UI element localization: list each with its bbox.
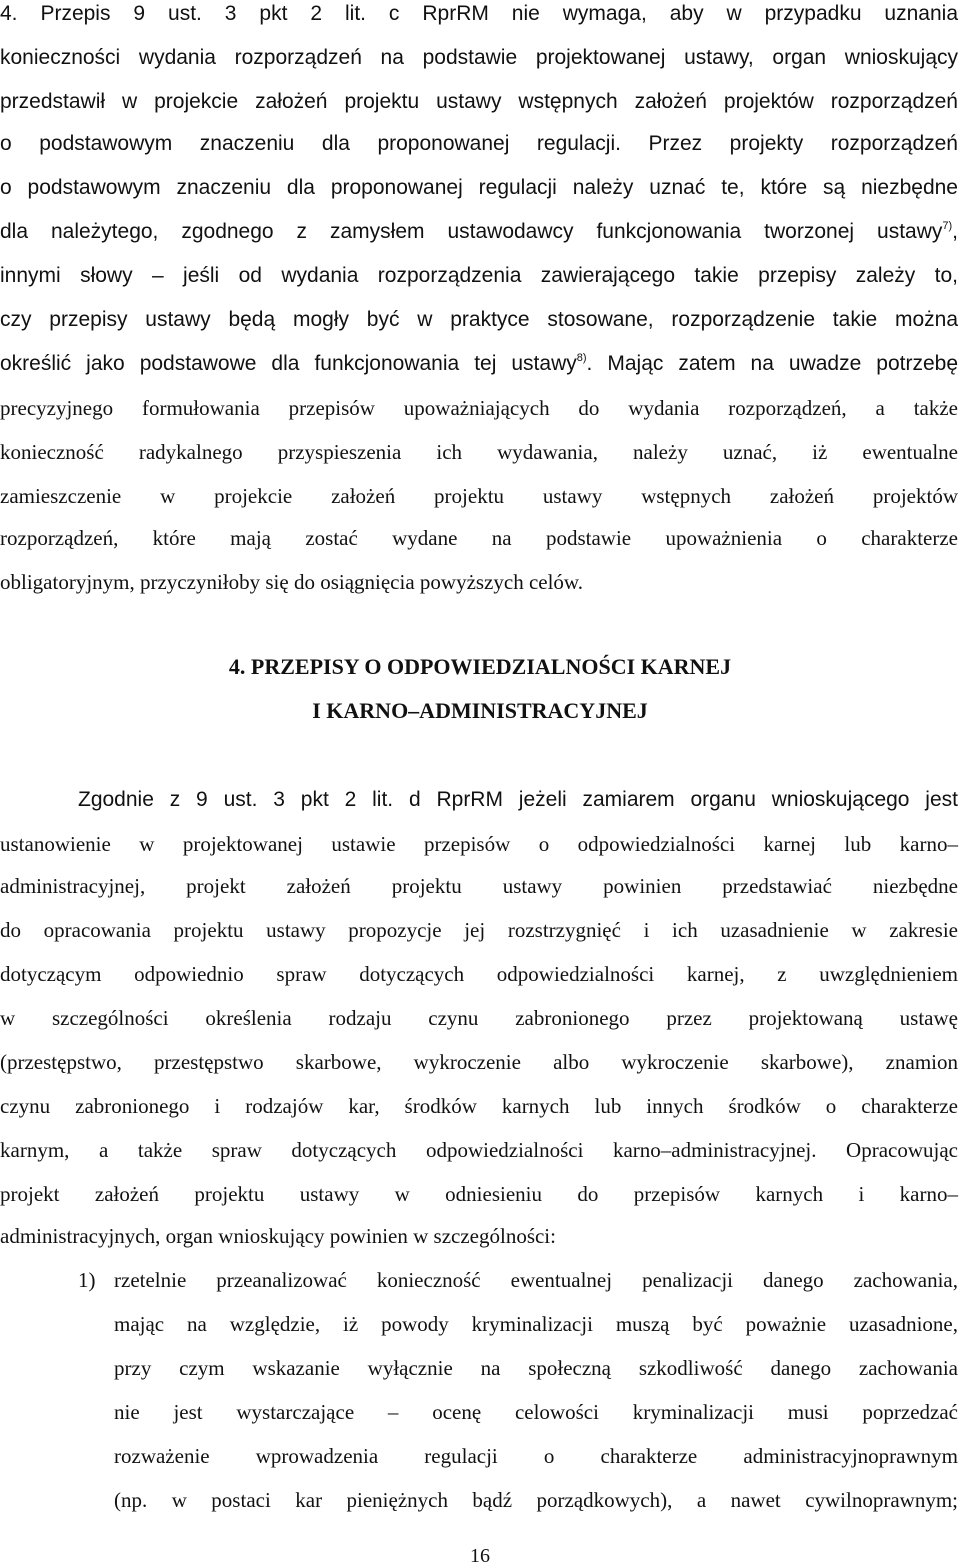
paragraph-1-line-7: innymi słowy – jeśli od wydania rozporządzenia zawierającego takie przepisy zależy to, [0,264,958,287]
paragraph-2-line-9: karnym, a także spraw dotyczących odpowiedzialności karno–administracyjnej. Opracowując [0,1138,958,1162]
list-item-1-line-6: (np. w postaci kar pieniężnych bądź porządkowych), a nawet cywilnoprawnym; [114,1488,958,1512]
paragraph-2-line-3: administracyjnej, projekt założeń projektu ustawy powinien przedstawiać niezbędne [0,874,958,898]
line-9-tail: . Mając zatem na uwadze potrzebę [586,352,959,375]
paragraph-2-line-7: (przestępstwo, przestępstwo skarbowe, wykroczenie albo wykroczenie skarbowe), znamion [0,1050,958,1074]
line-9-text: określić jako podstawowe dla funkcjonowania tej ustawy [0,352,577,375]
line-6-tail: , [952,220,958,243]
paragraph-2-line-1: Zgodnie z 9 ust. 3 pkt 2 lit. d RprRM jeżeli zamiarem organu wnioskującego jest [78,788,958,811]
paragraph-1-line-3: przedstawił w projekcie założeń projektu ustawy wstępnych założeń projektów rozporządzeń [0,90,958,113]
list-item-1-line-1: rzetelnie przeanalizować konieczność ewentualnej penalizacji danego zachowania, [114,1268,958,1292]
paragraph-1-line-13: rozporządzeń, które mają zostać wydane na podstawie upoważnienia o charakterze [0,526,958,550]
paragraph-2-line-10: projekt założeń projektu ustawy w odniesieniu do przepisów karnych i karno– [0,1182,958,1206]
paragraph-2-line-2: ustanowienie w projektowanej ustawie przepisów o odpowiedzialności karnej lub karno– [0,832,958,856]
section-heading-line-2: I KARNO–ADMINISTRACYJNEJ [312,698,648,723]
line-6-text: dla należytego, zgodnego z zamysłem ustawodawcy funkcjonowania tworzonej ustawy [0,220,943,243]
paragraph-2-line-5: dotyczącym odpowiednio spraw dotyczących odpowiedzialności karnej, z uwzględnieniem [0,962,958,986]
footnote-ref-7: 7) [942,220,953,232]
paragraph-1-line-9 [0,350,958,378]
list-item-1-line-4: nie jest wystarczające – ocenę celowości kryminalizacji musi poprzedzać [114,1400,958,1424]
paragraph-1-line-10: precyzyjnego formułowania przepisów upoważniających do wydania rozporządzeń, a także [0,396,958,420]
list-item-1-line-3: przy czym wskazanie wyłącznie na społeczną szkodliwość danego zachowania [114,1356,958,1380]
paragraph-2-line-6: w szczególności określenia rodzaju czynu zabronionego przez projektowaną ustawę [0,1006,958,1030]
footnote-ref-8: 8) [576,352,587,364]
list-item-1-line-2: mając na względzie, iż powody kryminalizacji muszą być poważnie uzasadnione, [114,1312,958,1336]
paragraph-1-line-1: 4. Przepis 9 ust. 3 pkt 2 lit. c RprRM nie wymaga, aby w przypadku uznania [0,2,958,25]
paragraph-1-line-4: o podstawowym znaczeniu dla proponowanej regulacji. Przez projekty rozporządzeń [0,132,958,155]
paragraph-2-line-11: administracyjnych, organ wnioskujący powinien w szczególności: [0,1224,556,1248]
page-number: 16 [470,1545,490,1567]
paragraph-2-line-4: do opracowania projektu ustawy propozycje jej rozstrzygnięć i ich uzasadnienie w zakresie [0,918,958,942]
paragraph-1-line-12: zamieszczenie w projekcie założeń projektu ustawy wstępnych założeń projektów [0,484,958,508]
paragraph-2-line-8: czynu zabronionego i rodzajów kar, środków karnych lub innych środków o charakterze [0,1094,958,1118]
list-item-1-line-5: rozważenie wprowadzenia regulacji o charakterze administracyjnoprawnym [114,1444,958,1468]
paragraph-1-line-11: konieczność radykalnego przyspieszenia ich wydawania, należy uznać, iż ewentualne [0,440,958,464]
paragraph-1-line-8: czy przepisy ustawy będą mogły być w praktyce stosowane, rozporządzenie takie można [0,308,958,331]
paragraph-1-line-2: konieczności wydania rozporządzeń na podstawie projektowanej ustawy, organ wnioskujący [0,46,958,69]
list-item-1-number: 1) [78,1268,96,1292]
paragraph-1-line-5: o podstawowym znaczeniu dla proponowanej regulacji należy uznać te, które są niezbędne [0,176,958,199]
paragraph-1-line-14: obligatoryjnym, przyczyniłoby się do osiągnięcia powyższych celów. [0,570,583,594]
paragraph-1-line-6 [0,218,958,246]
section-heading-line-1: 4. PRZEPISY O ODPOWIEDZIALNOŚCI KARNEJ [228,654,732,679]
